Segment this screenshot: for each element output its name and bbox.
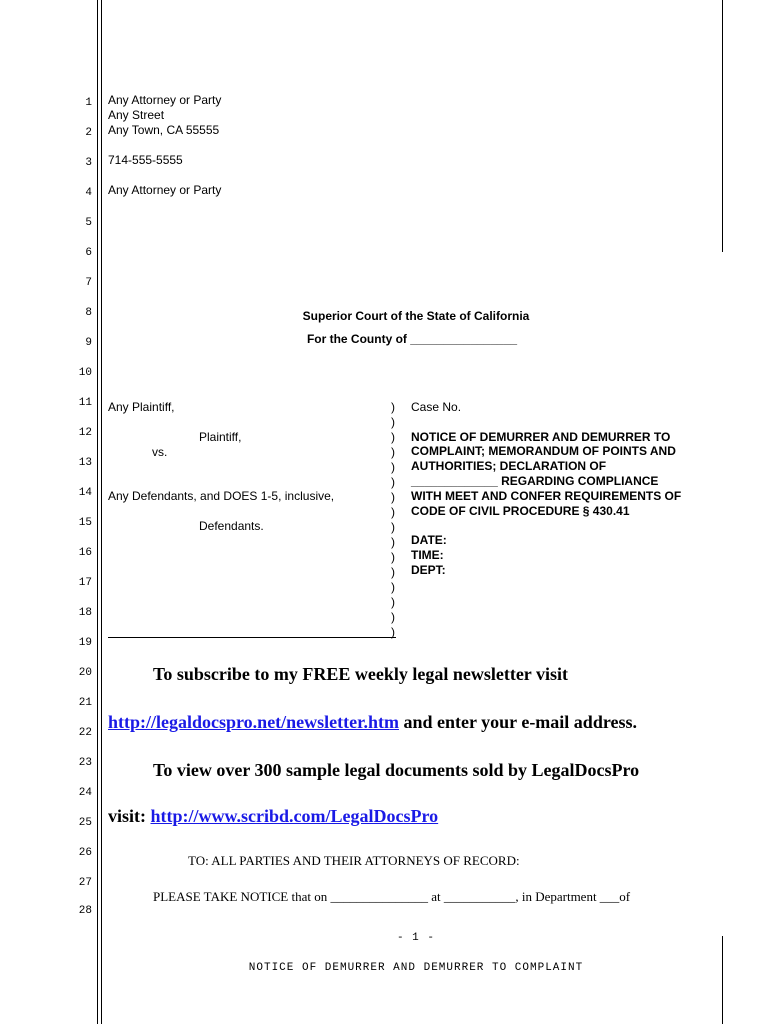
line-number: 5 <box>85 217 92 229</box>
caption-divider <box>108 637 396 638</box>
line-number: 12 <box>78 427 92 439</box>
defendants-role: Defendants. <box>199 519 264 533</box>
document-title-line: COMPLAINT; MEMORANDUM OF POINTS AND <box>411 444 676 458</box>
line-number: 17 <box>78 577 92 589</box>
line-number: 14 <box>78 487 92 499</box>
document-title-line: AUTHORITIES; DECLARATION OF <box>411 459 607 473</box>
line-number: 15 <box>78 517 92 529</box>
case-number-label: Case No. <box>411 400 462 414</box>
line-number: 24 <box>78 787 92 799</box>
line-number: 4 <box>85 187 92 199</box>
line-number: 23 <box>78 757 92 769</box>
attorney-for: Any Attorney or Party <box>108 183 222 197</box>
court-name: Superior Court of the State of California <box>302 309 530 323</box>
hearing-dept-label: DEPT: <box>411 563 446 577</box>
line-number: 26 <box>78 847 92 859</box>
line-number: 2 <box>85 127 92 139</box>
right-margin-rule-top <box>722 0 723 252</box>
line-number: 19 <box>78 637 92 649</box>
newsletter-after-text: and enter your e-mail address. <box>398 712 637 732</box>
line-number: 22 <box>78 727 92 739</box>
visit-text: visit: <box>108 806 151 826</box>
attorney-phone: 714-555-5555 <box>108 153 183 167</box>
scribd-link[interactable]: http://www.scribd.com/LegalDocsPro <box>150 806 439 826</box>
line-number: 7 <box>85 277 92 289</box>
line-number: 13 <box>78 457 92 469</box>
line-number: 8 <box>85 307 92 319</box>
line-number: 16 <box>78 547 92 559</box>
document-title-line: _____________ REGARDING COMPLIANCE <box>411 474 659 488</box>
line-number: 27 <box>78 877 92 889</box>
court-county: For the County of ________________ <box>306 332 518 346</box>
line-number: 9 <box>85 337 92 349</box>
line-number: 3 <box>85 157 92 169</box>
document-title-line: CODE OF CIVIL PROCEDURE § 430.41 <box>411 504 630 518</box>
attorney-city: Any Town, CA 55555 <box>108 123 220 137</box>
versus: vs. <box>152 445 168 459</box>
line-number: 6 <box>85 247 92 259</box>
line-number: 10 <box>78 367 92 379</box>
document-title-line: WITH MEET AND CONFER REQUIREMENTS OF <box>411 489 682 503</box>
notice-recipients: TO: ALL PARTIES AND THEIR ATTORNEYS OF RECORD: <box>188 853 520 868</box>
plaintiff-role: Plaintiff, <box>199 430 242 444</box>
attorney-name: Any Attorney or Party <box>108 93 222 107</box>
newsletter-link[interactable]: http://legaldocspro.net/newsletter.htm <box>108 712 399 732</box>
page-number: - 1 - <box>396 932 435 944</box>
line-number: 25 <box>78 817 92 829</box>
plaintiff-name: Any Plaintiff, <box>108 400 175 414</box>
promo-newsletter-line <box>108 712 637 733</box>
promo-subscribe: To subscribe to my FREE weekly legal newsletter visit <box>153 664 568 684</box>
footer-title: NOTICE OF DEMURRER AND DEMURRER TO COMPLAINT <box>248 962 584 974</box>
document-title-line: NOTICE OF DEMURRER AND DEMURRER TO <box>411 430 671 444</box>
attorney-street: Any Street <box>108 108 165 122</box>
hearing-date-label: DATE: <box>411 533 447 547</box>
line-number: 20 <box>78 667 92 679</box>
promo-view: To view over 300 sample legal documents sold by LegalDocsPro <box>153 760 640 780</box>
left-margin-rule-outer <box>97 0 98 1024</box>
line-number: 11 <box>78 397 92 409</box>
left-margin-rule-inner <box>101 0 102 1024</box>
line-number: 1 <box>85 97 92 109</box>
line-number: 21 <box>78 697 92 709</box>
promo-visit-line <box>108 806 438 827</box>
defendants-name: Any Defendants, and DOES 1-5, inclusive, <box>108 489 335 503</box>
right-margin-rule-bottom <box>722 936 723 1024</box>
line-number: 18 <box>78 607 92 619</box>
notice-paragraph: PLEASE TAKE NOTICE that on _______________ at ___________, in Department ___of <box>153 889 631 904</box>
hearing-time-label: TIME: <box>411 548 444 562</box>
line-number: 28 <box>78 905 92 917</box>
